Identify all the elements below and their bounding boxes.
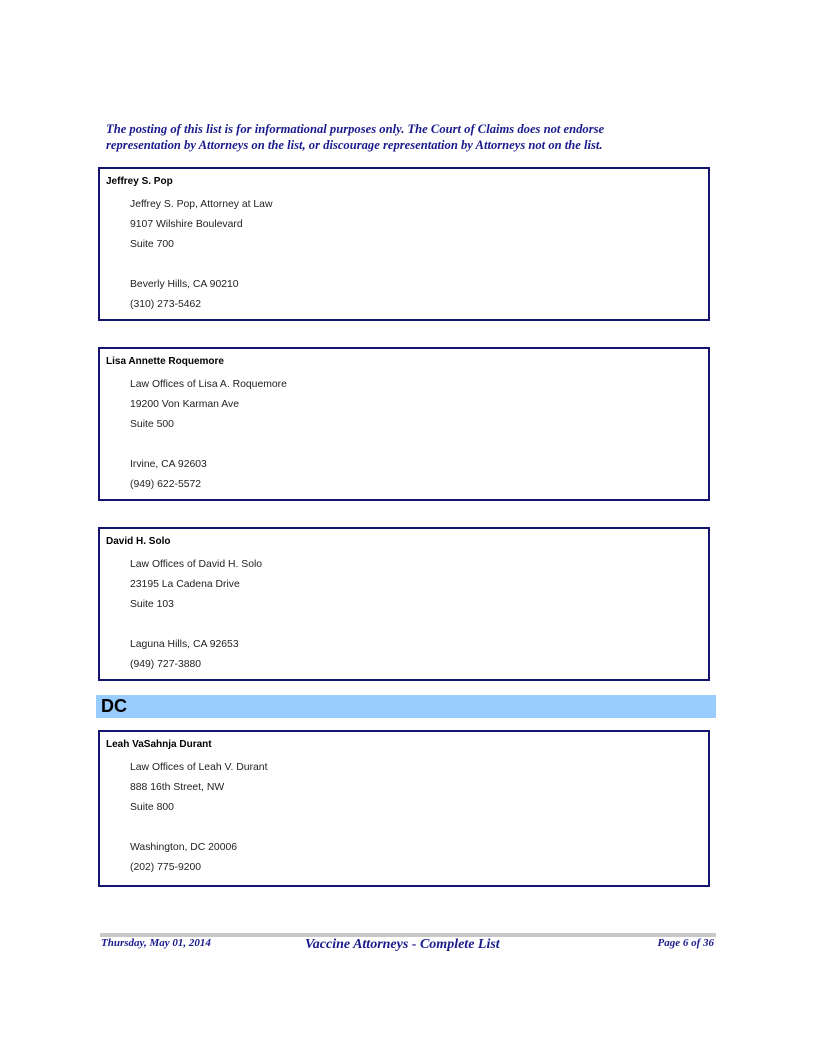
attorney-name: Jeffrey S. Pop (106, 176, 173, 187)
region-header (96, 695, 716, 718)
attorney-city: Washington, DC 20006 (130, 842, 238, 853)
attorney-phone: (949) 622-5572 (130, 479, 202, 490)
attorney-suite: Suite 700 (130, 239, 174, 250)
attorney-card (98, 527, 710, 681)
attorney-city: Laguna Hills, CA 92653 (130, 639, 239, 650)
attorney-suite: Suite 103 (130, 599, 174, 610)
attorney-city: Beverly Hills, CA 90210 (130, 279, 239, 290)
attorney-city: Irvine, CA 92603 (130, 459, 207, 470)
attorney-street: 888 16th Street, NW (130, 782, 225, 793)
footer-page-number: Page 6 of 36 (657, 937, 714, 949)
attorney-name: Lisa Annette Roquemore (106, 356, 224, 367)
region-label: DC (101, 696, 127, 716)
attorney-street: 9107 Wilshire Boulevard (130, 219, 243, 230)
attorney-name: Leah VaSahnja Durant (106, 739, 212, 750)
attorney-suite: Suite 500 (130, 419, 174, 430)
attorney-phone: (310) 273-5462 (130, 299, 202, 310)
attorney-firm: Jeffrey S. Pop, Attorney at Law (130, 199, 273, 210)
disclaimer-line-1: The posting of this list is for informational purposes only. The Court of Claims does not endorse (106, 122, 605, 136)
attorney-card (98, 167, 710, 321)
disclaimer-line-2: representation by Attorneys on the list, or discourage representation by Attorneys not on the list. (106, 138, 603, 152)
attorney-firm: Law Offices of Leah V. Durant (130, 762, 268, 773)
attorney-name: David H. Solo (106, 536, 171, 547)
footer-title: Vaccine Attorneys - Complete List (305, 937, 500, 952)
attorney-card (98, 347, 710, 501)
attorney-street: 19200 Von Karman Ave (130, 399, 239, 410)
footer-date: Thursday, May 01, 2014 (101, 937, 211, 949)
attorney-phone: (202) 775-9200 (130, 862, 202, 873)
attorney-firm: Law Offices of Lisa A. Roquemore (130, 379, 287, 390)
attorney-suite: Suite 800 (130, 802, 174, 813)
disclaimer (106, 121, 706, 153)
attorney-firm: Law Offices of David H. Solo (130, 559, 263, 570)
attorney-street: 23195 La Cadena Drive (130, 579, 240, 590)
attorney-phone: (949) 727-3880 (130, 659, 202, 670)
attorney-card (98, 730, 710, 887)
